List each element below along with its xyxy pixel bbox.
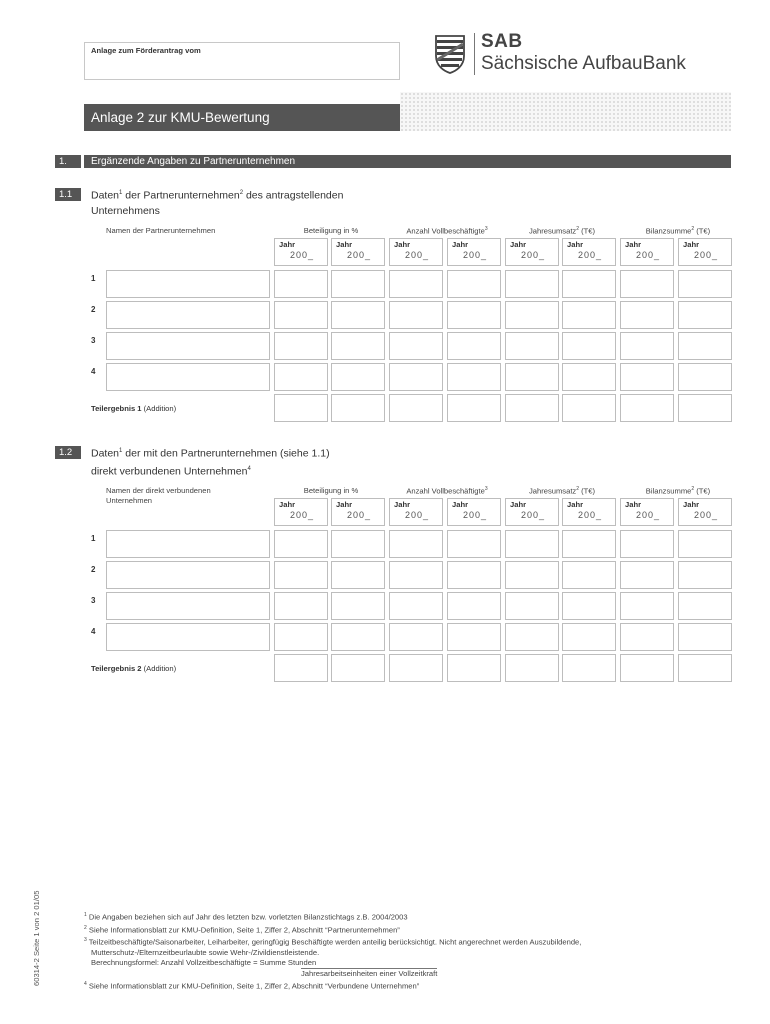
subtotal-label-rest: (Addition): [141, 664, 177, 673]
value-input[interactable]: [389, 561, 443, 589]
value-input[interactable]: [389, 301, 443, 329]
heading-text: Unternehmens: [91, 204, 160, 217]
company-name-input[interactable]: [106, 530, 270, 558]
value-input[interactable]: [274, 530, 328, 558]
subtotal-input[interactable]: [505, 394, 559, 422]
year-field[interactable]: [331, 238, 385, 266]
heading-text: der mit den Partnerunternehmen (siehe 1.1): [122, 447, 330, 460]
value-input[interactable]: [620, 530, 674, 558]
subtotal-input[interactable]: [274, 394, 328, 422]
form-title-bar: [84, 104, 400, 131]
value-input[interactable]: [447, 332, 501, 360]
value-input[interactable]: [562, 332, 616, 360]
year-label: Jahr: [336, 500, 353, 509]
value-input[interactable]: [678, 592, 732, 620]
formula-denominator-row: [84, 968, 734, 979]
value-input[interactable]: [562, 623, 616, 651]
company-name-input[interactable]: [106, 592, 270, 620]
value-input[interactable]: [505, 301, 559, 329]
value-input[interactable]: [447, 623, 501, 651]
value-input[interactable]: [274, 301, 328, 329]
form-code: 60314-2 Seite 1 von 2 01/05: [32, 890, 41, 986]
year-value: 200_: [636, 250, 661, 260]
subsection-number-1-2: 1.2: [55, 446, 81, 459]
value-input[interactable]: [678, 530, 732, 558]
year-field[interactable]: [389, 238, 443, 266]
value-input[interactable]: [274, 561, 328, 589]
company-name-input[interactable]: [106, 270, 270, 298]
year-field[interactable]: [620, 498, 674, 526]
subtotal-input[interactable]: [678, 654, 732, 682]
footnote-text: Die Angaben beziehen sich auf Jahr des letzten bzw. vorletzten Bilanzstichtags z.B. 2004/2003: [86, 912, 408, 922]
antrag-date-label: Anlage zum Förderantrag vom: [91, 46, 201, 55]
value-input[interactable]: [331, 530, 385, 558]
column-header: [502, 486, 622, 496]
year-label: Jahr: [683, 240, 700, 249]
form-title: Anlage 2 zur KMU-Bewertung: [91, 110, 270, 125]
value-input[interactable]: [447, 530, 501, 558]
year-label: Jahr: [567, 240, 584, 249]
year-field[interactable]: [562, 238, 616, 266]
year-field[interactable]: [678, 238, 732, 266]
year-value: 200_: [290, 250, 315, 260]
year-label: Jahr: [452, 500, 469, 509]
column-header: [618, 226, 738, 236]
value-input[interactable]: [389, 332, 443, 360]
company-name-input[interactable]: [106, 332, 270, 360]
year-value: 200_: [521, 510, 546, 520]
value-input[interactable]: [620, 270, 674, 298]
logo-bank-name: Sächsische AufbauBank: [481, 53, 686, 74]
year-field[interactable]: [447, 498, 501, 526]
value-input[interactable]: [505, 332, 559, 360]
subtotal-input[interactable]: [620, 394, 674, 422]
subtotal-input[interactable]: [562, 654, 616, 682]
subtotal-input[interactable]: [620, 654, 674, 682]
value-input[interactable]: [274, 592, 328, 620]
row-number: 1: [91, 274, 96, 283]
subtotal-label-rest: (Addition): [141, 404, 177, 413]
column-header: [618, 486, 738, 496]
footnote-3: [84, 935, 734, 948]
column-header-label: Bilanzsumme: [645, 486, 692, 496]
value-input[interactable]: [447, 592, 501, 620]
year-field[interactable]: [274, 498, 328, 526]
footnote-text: Siehe Informationsblatt zur KMU-Definition, Seite 1, Ziffer 2, Abschnitt “Verbundene Unternehmen”: [86, 981, 420, 991]
value-input[interactable]: [274, 363, 328, 391]
names-column-header: Namen der Partnerunternehmen: [106, 226, 216, 235]
year-field[interactable]: [620, 238, 674, 266]
footnote-marker: 2: [84, 924, 87, 931]
value-input[interactable]: [620, 561, 674, 589]
footnote-ref: 1: [119, 190, 123, 196]
value-input[interactable]: [331, 561, 385, 589]
column-header-label: Anzahl Vollbeschäftigte: [406, 226, 485, 236]
company-name-input[interactable]: [106, 561, 270, 589]
footnote-4: [84, 979, 734, 992]
year-label: Jahr: [279, 240, 296, 249]
row-number: 2: [91, 565, 96, 574]
value-input[interactable]: [505, 561, 559, 589]
year-field[interactable]: [447, 238, 501, 266]
value-input[interactable]: [389, 592, 443, 620]
value-input[interactable]: [678, 363, 732, 391]
column-header-label: Beteiligung in %: [303, 226, 359, 235]
value-input[interactable]: [678, 270, 732, 298]
column-header-label: Anzahl Vollbeschäftigte: [406, 486, 485, 496]
footnote-3-continued: Mutterschutz-/Elternzeitbeurlaubte sowie Wehr-/Zivildienstleistende.: [91, 947, 320, 957]
title-dotted-band: [400, 92, 731, 131]
year-value: 200_: [463, 510, 488, 520]
saxony-crest-icon: [434, 34, 466, 74]
value-input[interactable]: [274, 623, 328, 651]
section-number: 1.: [55, 155, 81, 168]
year-value: 200_: [694, 250, 719, 260]
subsection-number-1-1: 1.1: [55, 188, 81, 201]
year-label: Jahr: [625, 240, 642, 249]
subtotal-input[interactable]: [274, 654, 328, 682]
column-header-unit: (T€): [694, 486, 711, 496]
year-value: 200_: [347, 250, 372, 260]
footnote-ref: 2: [576, 486, 580, 492]
logo-abbreviation: SAB: [481, 31, 523, 52]
footnote-ref: 4: [247, 465, 251, 472]
formula-line: Berechnungsformel: Anzahl Vollzeitbeschäftigte = Summe Stunden: [91, 957, 317, 967]
logo-divider: [474, 33, 475, 75]
column-header-label: Jahresumsatz: [528, 226, 577, 236]
year-label: Jahr: [279, 500, 296, 509]
value-input[interactable]: [331, 301, 385, 329]
footnote-ref: 2: [691, 486, 695, 492]
footnote-ref: 2: [691, 226, 695, 232]
column-header: [271, 486, 391, 495]
subtotal-label-bold: Teilergebnis 1: [91, 404, 142, 413]
year-value: 200_: [347, 510, 372, 520]
subsection-heading-1-1: [91, 186, 411, 219]
value-input[interactable]: [331, 592, 385, 620]
value-input[interactable]: [562, 592, 616, 620]
value-input[interactable]: [389, 623, 443, 651]
value-input[interactable]: [505, 363, 559, 391]
year-label: Jahr: [625, 500, 642, 509]
value-input[interactable]: [620, 301, 674, 329]
value-input[interactable]: [505, 592, 559, 620]
subtotal-input[interactable]: [389, 394, 443, 422]
column-header-unit: (T€): [579, 486, 596, 496]
value-input[interactable]: [331, 363, 385, 391]
value-input[interactable]: [331, 270, 385, 298]
value-input[interactable]: [389, 363, 443, 391]
value-input[interactable]: [678, 623, 732, 651]
value-input[interactable]: [447, 301, 501, 329]
year-value: 200_: [694, 510, 719, 520]
value-input[interactable]: [678, 561, 732, 589]
footnote-ref: 3: [484, 226, 488, 232]
year-field[interactable]: [331, 498, 385, 526]
year-label: Jahr: [510, 500, 527, 509]
footnote-text: Siehe Informationsblatt zur KMU-Definition, Seite 1, Ziffer 2, Abschnitt “Partnerunternehmen”: [86, 925, 400, 935]
column-header: [502, 226, 622, 236]
heading-text: der Partnerunternehmen: [122, 189, 240, 202]
footnote-marker: 3: [84, 937, 87, 944]
heading-text: direkt verbundenen Unternehmen: [91, 465, 248, 477]
value-input[interactable]: [447, 561, 501, 589]
column-header-label: Bilanzsumme: [645, 226, 692, 236]
footnote-marker: 1: [84, 912, 87, 918]
year-field[interactable]: [562, 498, 616, 526]
heading-text: Daten: [91, 189, 120, 202]
value-input[interactable]: [620, 623, 674, 651]
subtotal-input[interactable]: [447, 394, 501, 422]
row-number: 4: [91, 367, 96, 376]
column-header: [271, 226, 391, 235]
names-column-header: Unternehmen: [106, 496, 153, 505]
year-value: 200_: [636, 510, 661, 520]
value-input[interactable]: [678, 301, 732, 329]
year-value: 200_: [578, 250, 603, 260]
company-name-input[interactable]: [106, 301, 270, 329]
value-input[interactable]: [562, 270, 616, 298]
subtotal-input[interactable]: [505, 654, 559, 682]
heading-text: des antragstellenden: [243, 189, 344, 202]
subtotal-input[interactable]: [331, 654, 385, 682]
row-number: 4: [91, 627, 96, 636]
year-value: 200_: [290, 510, 315, 520]
subtotal-label: [91, 664, 176, 673]
formula-denominator: Jahresarbeitseinheiten einer Vollzeitkraft: [301, 968, 438, 978]
column-header-unit: (T€): [694, 226, 711, 236]
sab-logo: [434, 33, 734, 77]
subtotal-input[interactable]: [562, 394, 616, 422]
row-number: 3: [91, 336, 96, 345]
row-number: 3: [91, 596, 96, 605]
subtotal-label-bold: Teilergebnis 2: [91, 664, 142, 673]
value-input[interactable]: [505, 623, 559, 651]
value-input[interactable]: [620, 592, 674, 620]
year-label: Jahr: [683, 500, 700, 509]
section-title-bar: [84, 155, 731, 168]
column-header: [387, 226, 507, 236]
footnote-ref: 1: [119, 448, 123, 454]
value-input[interactable]: [389, 270, 443, 298]
subsection-heading-1-2: [91, 444, 411, 479]
year-value: 200_: [405, 250, 430, 260]
value-input[interactable]: [389, 530, 443, 558]
footnote-ref: 2: [576, 226, 580, 232]
year-label: Jahr: [452, 240, 469, 249]
subtotal-input[interactable]: [447, 654, 501, 682]
value-input[interactable]: [274, 270, 328, 298]
year-field[interactable]: [505, 238, 559, 266]
subtotal-input[interactable]: [678, 394, 732, 422]
year-label: Jahr: [394, 240, 411, 249]
value-input[interactable]: [562, 561, 616, 589]
year-field[interactable]: [274, 238, 328, 266]
year-field[interactable]: [678, 498, 732, 526]
year-label: Jahr: [336, 240, 353, 249]
footnote-2: [84, 923, 734, 936]
column-header-unit: (T€): [579, 226, 596, 236]
subtotal-input[interactable]: [331, 394, 385, 422]
row-number: 1: [91, 534, 96, 543]
value-input[interactable]: [505, 270, 559, 298]
names-column-header: Namen der direkt verbundenen: [106, 486, 211, 495]
value-input[interactable]: [562, 363, 616, 391]
year-value: 200_: [405, 510, 430, 520]
year-value: 200_: [578, 510, 603, 520]
column-header-label: Jahresumsatz: [528, 486, 577, 496]
footnotes: [84, 910, 734, 991]
heading-text: Daten: [91, 447, 120, 460]
footnote-ref: 3: [484, 486, 488, 492]
value-input[interactable]: [562, 530, 616, 558]
year-label: Jahr: [510, 240, 527, 249]
footnote-text: Teilzeitbeschäftigte/Saisonarbeiter, Leiharbeiter, geringfügig Beschäftigte werden anteilig berücksichtigt. Nicht angerechnet werden Auszubildende,: [86, 937, 582, 947]
year-value: 200_: [463, 250, 488, 260]
value-input[interactable]: [620, 363, 674, 391]
company-name-input[interactable]: [106, 363, 270, 391]
column-header-label: Beteiligung in %: [303, 486, 359, 495]
footnote-marker: 4: [84, 980, 87, 987]
year-field[interactable]: [505, 498, 559, 526]
value-input[interactable]: [274, 332, 328, 360]
row-number: 2: [91, 305, 96, 314]
value-input[interactable]: [331, 332, 385, 360]
column-header: [387, 486, 507, 496]
value-input[interactable]: [562, 301, 616, 329]
subtotal-label: [91, 404, 176, 413]
value-input[interactable]: [505, 530, 559, 558]
year-label: Jahr: [394, 500, 411, 509]
value-input[interactable]: [620, 332, 674, 360]
section-title: Ergänzende Angaben zu Partnerunternehmen: [91, 156, 296, 167]
subtotal-input[interactable]: [389, 654, 443, 682]
antrag-date-field[interactable]: [84, 42, 400, 80]
year-label: Jahr: [567, 500, 584, 509]
value-input[interactable]: [331, 623, 385, 651]
value-input[interactable]: [447, 363, 501, 391]
value-input[interactable]: [678, 332, 732, 360]
company-name-input[interactable]: [106, 623, 270, 651]
footnote-ref: 2: [239, 190, 244, 196]
footnote-1: [84, 910, 734, 923]
year-value: 200_: [521, 250, 546, 260]
year-field[interactable]: [389, 498, 443, 526]
value-input[interactable]: [447, 270, 501, 298]
